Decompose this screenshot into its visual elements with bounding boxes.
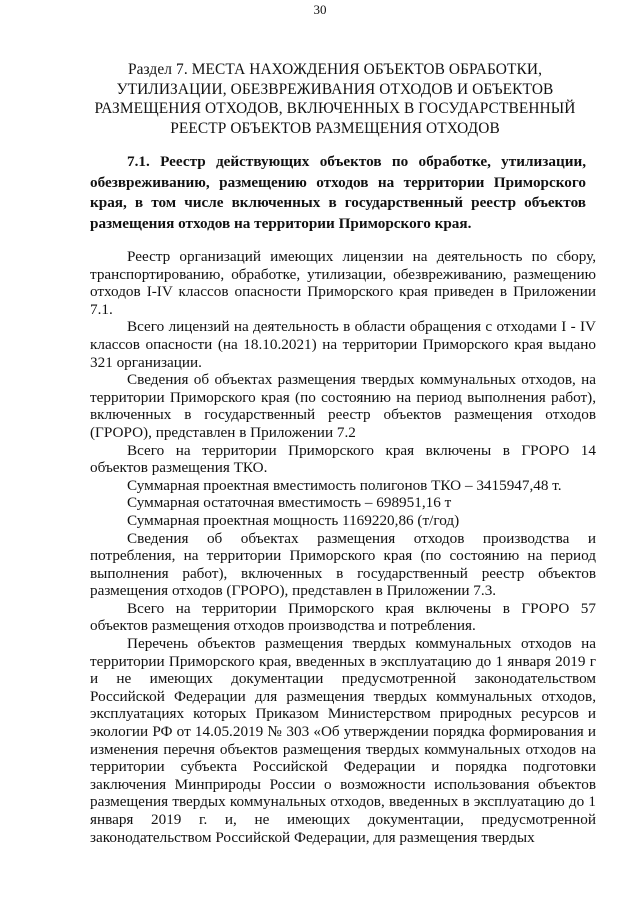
paragraph-production-waste-count: Всего на территории Приморского края включены в ГРОРО 57 объектов размещения отходов производства и потребления.	[90, 599, 596, 635]
paragraph-production-waste-info: Сведения об объектах размещения отходов производства и потребления, на территории Приморского края (по состоянию на период выполнения работ), включенных в государственный реестр объектов размещения отходов (ГРОРО), представлен в Приложении 7.3.	[90, 529, 596, 600]
paragraph-tko-objects-count: Всего на территории Приморского края включены в ГРОРО 14 объектов размещения ТКО.	[90, 441, 596, 477]
paragraph-licenses-total: Всего лицензий на деятельность в области обращения с отходами I - IV классов опасности (на 18.10.2021) на территории Приморского края выдано 321 организации.	[90, 318, 596, 371]
paragraph-design-power: Суммарная проектная мощность 1169220,86 (т/год)	[127, 511, 460, 529]
subsection-title: 7.1. Реестр действующих объектов по обработке, утилизации, обезвреживанию, размещению отходов на территории Приморского края, в том числе включенных в государственный реестр объектов размещения отходов на территории Приморского края.	[90, 153, 586, 232]
body-text	[90, 248, 596, 846]
paragraph-licenses-registry: Реестр организаций имеющих лицензии на деятельность по сбору, транспортированию, обработке, утилизации, обезвреживанию, размещению отходов I-IV классов опасности Приморского края приведен в Приложении 7.1.	[90, 248, 596, 318]
section-title: Раздел 7. МЕСТА НАХОЖДЕНИЯ ОБЪЕКТОВ ОБРАБОТКИ, УТИЛИЗАЦИИ, ОБЕЗВРЕЖИВАНИЯ ОТХОДОВ И ОБЪЕКТОВ РАЗМЕЩЕНИЯ ОТХОДОВ, ВКЛЮЧЕННЫХ В ГОСУДАРСТВЕННЫЙ РЕЕСТР ОБЪЕКТОВ РАЗМЕЩЕНИЯ ОТХОДОВ	[94, 61, 576, 137]
paragraph-tko-list: Перечень объектов размещения твердых коммунальных отходов на территории Приморского края, введенных в эксплуатацию до 1 января 2019 г и не имеющих документации предусмотренной законодательством Российской Федерации для размещения твердых коммунальных отходов, эксплуатациях которых Приказом Министерством природных ресурсов и экологии РФ от 14.05.2019 № 303 «Об утверждении порядка формирования и изменения перечня объектов размещения твердых коммунальных отходов на территории субъекта Российской Федерации и порядка подготовки заключения Минприроды России о возможности использования объектов размещения твердых коммунальных отходов, введенных в эксплуатацию до 1 января 2019 г. и, не имеющих документации, предусмотренной законодательством Российской Федерации, для размещения твердых	[90, 635, 596, 846]
paragraph-tko-objects-info: Сведения об объектах размещения твердых коммунальных отходов, на территории Приморского края (по состоянию на период выполнения работ), включенных в государственный реестр объектов размещения отходов (ГРОРО), представлен в Приложении 7.2	[90, 371, 596, 441]
paragraph-residual-capacity: Суммарная остаточная вместимость – 698951,16 т	[127, 494, 452, 512]
paragraph-design-capacity: Суммарная проектная вместимость полигонов ТКО – 3415947,48 т.	[127, 476, 562, 494]
page-number: 30	[313, 2, 327, 17]
